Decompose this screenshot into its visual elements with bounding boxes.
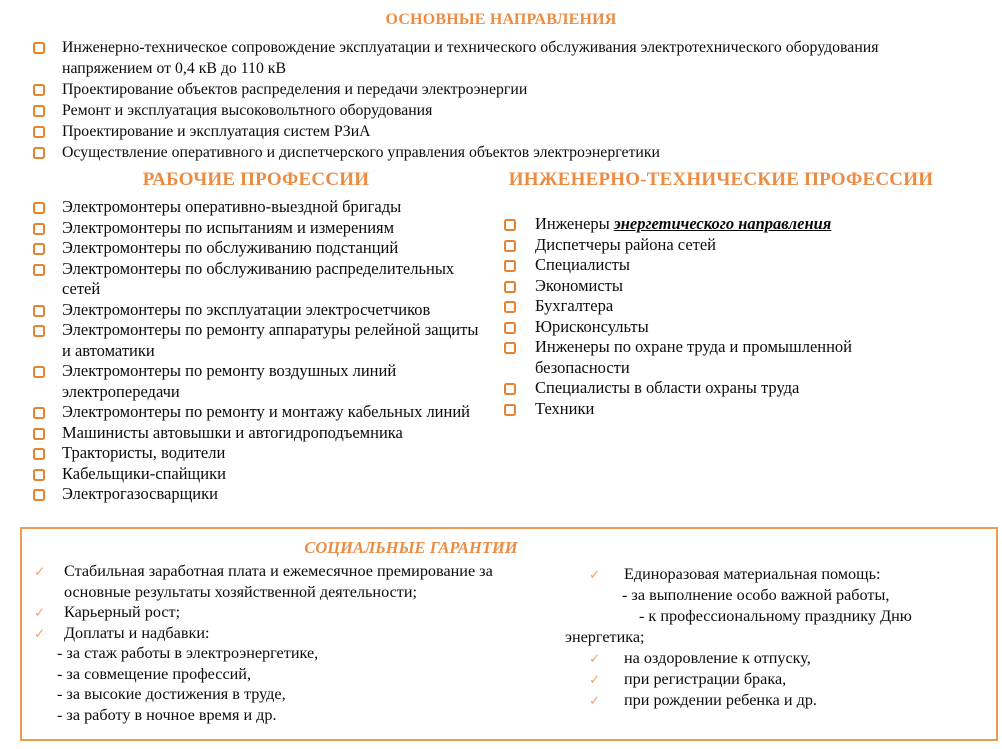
working-professions-list [32, 197, 482, 505]
list-item-text: Проектирование и эксплуатация систем РЗиА [62, 123, 371, 140]
list-item [503, 255, 880, 276]
checkbox-bullet-icon [33, 366, 45, 378]
guarantee-item [34, 561, 534, 602]
list-item-text: Юрисконсульты [535, 316, 649, 336]
social-guarantees-left-column [34, 561, 534, 725]
list-item-text: Диспетчеры района сетей [535, 234, 717, 254]
checkbox-bullet-icon [33, 223, 45, 235]
guarantee-text: Карьерный рост; [64, 603, 181, 621]
list-item-text: Трактористы, водители [62, 443, 226, 462]
list-item-text: Электромонтеры по ремонту воздушных линий электропередачи [62, 361, 397, 401]
list-item [32, 423, 482, 444]
list-item-text: Специалисты [535, 255, 630, 274]
guarantee-item [565, 648, 995, 669]
list-item-text: Электромонтеры по ремонту и монтажу кабельных линий [62, 402, 470, 421]
list-item [503, 235, 880, 256]
checkbox-bullet-icon [504, 322, 516, 334]
emphasized-text: энергетического направления [613, 214, 832, 233]
list-item [32, 361, 482, 402]
social-guarantees-title: СОЦИАЛЬНЫЕ ГАРАНТИИ [304, 538, 518, 557]
list-item [503, 214, 880, 235]
list-item-text: Кабельщики-спайщики [62, 463, 226, 483]
list-item-text: Проектирование объектов распределения и передачи электроэнергии [62, 81, 528, 98]
checkbox-bullet-icon [504, 383, 516, 395]
list-item [503, 296, 880, 317]
guarantee-subitem [34, 705, 534, 726]
checkbox-bullet-icon [33, 469, 45, 481]
checkbox-bullet-icon [504, 404, 516, 416]
guarantee-text: при регистрации брака, [624, 670, 787, 688]
guarantee-text: - к профессиональному празднику Дню [639, 607, 912, 625]
checkbox-bullet-icon [33, 407, 45, 419]
checkbox-bullet-icon [33, 489, 45, 501]
guarantee-subitem [34, 664, 534, 685]
list-item [32, 484, 482, 505]
guarantee-subitem [34, 643, 534, 664]
list-item [32, 79, 952, 100]
checkbox-bullet-icon [33, 264, 45, 276]
checkmark-icon: ✓ [589, 693, 601, 709]
list-item-text: Экономисты [535, 275, 623, 295]
list-item [503, 337, 880, 378]
list-item [32, 300, 482, 321]
checkbox-bullet-icon [33, 147, 45, 159]
social-guarantees-right-column [565, 564, 995, 711]
social-guarantees-box [20, 527, 998, 741]
guarantee-text: энергетика; [565, 628, 645, 646]
checkbox-bullet-icon [33, 325, 45, 337]
list-item [32, 100, 952, 121]
checkbox-bullet-icon [504, 281, 516, 293]
checkmark-icon: ✓ [589, 672, 601, 688]
list-item [32, 443, 482, 464]
checkmark-icon: ✓ [34, 625, 46, 642]
guarantee-item [34, 602, 534, 623]
guarantee-subitem [34, 684, 534, 705]
list-item [503, 276, 880, 297]
guarantee-text: на оздоровление к отпуску, [624, 649, 811, 667]
checkmark-icon: ✓ [589, 651, 601, 667]
list-item-text: Инженеры [535, 214, 614, 233]
main-directions-list [32, 37, 952, 163]
guarantee-item [565, 564, 995, 585]
list-item [32, 238, 482, 259]
main-directions-title: ОСНОВНЫЕ НАПРАВЛЕНИЯ [385, 11, 617, 28]
list-item [503, 399, 880, 420]
list-item-text: Электромонтеры по обслуживанию подстанций [62, 238, 399, 257]
list-item-text: Электрогазосварщики [62, 484, 218, 503]
list-item-text: Техники [535, 398, 595, 418]
checkbox-bullet-icon [33, 428, 45, 440]
list-item-text: Электромонтеры оперативно-выездной бригады [62, 197, 402, 216]
guarantee-text: Доплаты и надбавки: [64, 623, 210, 642]
checkbox-bullet-icon [504, 301, 516, 313]
guarantee-text: - за совмещение профессий, [57, 664, 252, 683]
guarantee-text: Единоразовая материальная помощь: [624, 565, 881, 583]
list-item-text: Электромонтеры по испытаниям и измерениям [62, 217, 395, 237]
guarantee-text: - за стаж работы в электроэнергетике, [57, 644, 319, 662]
list-item [32, 402, 482, 423]
list-item [32, 121, 952, 142]
checkbox-bullet-icon [33, 105, 45, 117]
checkbox-bullet-icon [504, 342, 516, 354]
list-item-text: Машинисты автовышки и автогидроподъемника [62, 422, 403, 442]
engineering-professions-title: ИНЖЕНЕРНО-ТЕХНИЧЕСКИЕ ПРОФЕССИИ [508, 169, 934, 190]
guarantee-text: - за высокие достижения в труде, [57, 685, 286, 703]
list-item [32, 259, 482, 300]
guarantee-text: при рождении ребенка и др. [624, 691, 817, 709]
checkbox-bullet-icon [33, 42, 45, 54]
guarantee-subitem [565, 585, 995, 606]
checkbox-bullet-icon [33, 243, 45, 255]
list-item [32, 320, 482, 361]
guarantee-text: - за работу в ночное время и др. [57, 705, 277, 724]
guarantee-subitem [565, 606, 995, 627]
checkbox-bullet-icon [33, 84, 45, 96]
checkbox-bullet-icon [33, 448, 45, 460]
checkbox-bullet-icon [33, 202, 45, 214]
list-item-text: Инженеры по охране труда и промышленной безопасности [535, 337, 853, 377]
checkbox-bullet-icon [504, 240, 516, 252]
guarantee-text: Стабильная заработная плата и ежемесячное премирование за основные результаты хозяйственной деятельности; [64, 562, 493, 601]
guarantee-item [34, 623, 534, 644]
list-item [32, 464, 482, 485]
list-item-text: Электромонтеры по обслуживанию распределительных сетей [62, 258, 455, 298]
engineering-professions-list [503, 214, 880, 419]
guarantee-text: - за выполнение особо важной работы, [622, 586, 890, 604]
list-item [503, 378, 880, 399]
list-item [32, 197, 482, 218]
list-item-text: Бухгалтера [535, 296, 614, 315]
list-item-text: Инженерно-техническое сопровождение эксплуатации и технического обслуживания электротехнического оборудования напряжением от 0,4 кВ до 110 кВ [62, 39, 879, 77]
checkbox-bullet-icon [504, 219, 516, 231]
list-item [503, 317, 880, 338]
checkbox-bullet-icon [33, 305, 45, 317]
list-item-text: Осуществление оперативного и диспетчерского управления объектов электроэнергетики [62, 144, 660, 161]
list-item [32, 37, 952, 79]
list-item [32, 142, 952, 163]
list-item-text: Специалисты в области охраны труда [535, 378, 800, 397]
checkmark-icon: ✓ [589, 567, 601, 583]
guarantee-subitem [565, 627, 995, 648]
list-item-text: Электромонтеры по эксплуатации электросчетчиков [62, 299, 431, 319]
working-professions-title: РАБОЧИЕ ПРОФЕССИИ [142, 169, 370, 190]
checkmark-icon: ✓ [34, 564, 46, 580]
checkmark-icon: ✓ [34, 605, 46, 621]
guarantee-item [565, 690, 995, 711]
list-item-text: Электромонтеры по ремонту аппаратуры релейной защиты и автоматики [62, 320, 479, 360]
list-item [32, 218, 482, 239]
guarantee-item [565, 669, 995, 690]
checkbox-bullet-icon [33, 126, 45, 138]
checkbox-bullet-icon [504, 260, 516, 272]
list-item-text: Ремонт и эксплуатация высоковольтного оборудования [62, 102, 433, 119]
